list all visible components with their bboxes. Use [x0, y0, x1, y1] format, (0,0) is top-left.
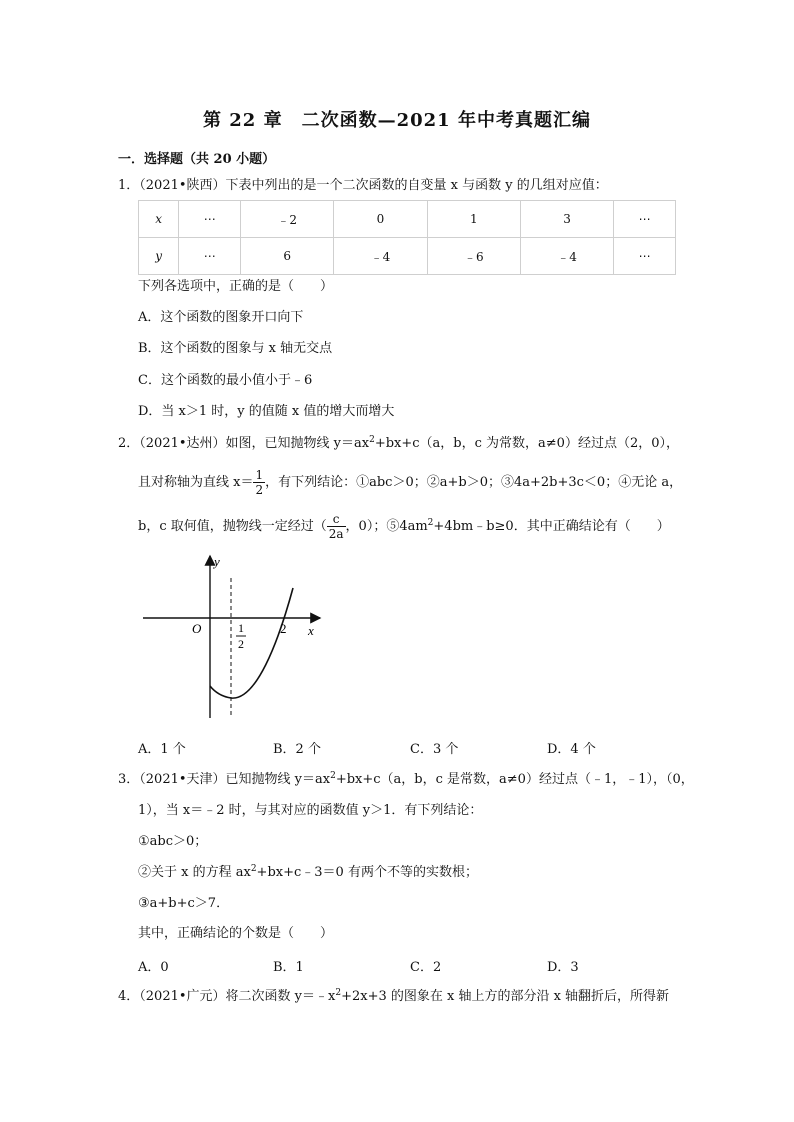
- q3-text: 3．（2021•天津）已知抛物线 y＝ax: [118, 772, 331, 787]
- q2-line-3: [138, 512, 670, 541]
- table-cell: 0: [334, 201, 427, 238]
- fraction-one-half: [253, 468, 265, 497]
- superscript: 2: [330, 771, 336, 781]
- table-cell: x: [139, 201, 179, 238]
- q4-text: +2x+3 的图象在 x 轴上方的部分沿 x 轴翻折后，所得新: [341, 989, 670, 1004]
- table-cell: 3: [520, 201, 613, 238]
- page-title: 第 22 章 二次函数—2021 年中考真题汇编: [203, 110, 591, 131]
- q3-option-a: A．0: [138, 960, 169, 975]
- q3-line-2: 1），当 x＝﹣2 时，与其对应的函数值 y＞1．有下列结论：: [138, 803, 483, 818]
- table-cell: ⋯: [179, 238, 241, 275]
- q1-prompt: 下列各选项中，正确的是（ ）: [138, 279, 334, 294]
- table-cell: ⋯: [614, 238, 676, 275]
- table-cell: ﹣4: [520, 238, 613, 275]
- superscript: 2: [427, 518, 434, 528]
- table-row: [139, 238, 676, 275]
- q1-option-c: C．这个函数的最小值小于﹣6: [138, 373, 313, 388]
- superscript: 2: [335, 988, 342, 998]
- q2-text: +bx+c（a，b，c 为常数，a≠0）经过点（2，0），: [374, 436, 679, 451]
- table-cell: ﹣6: [427, 238, 520, 275]
- fraction-numerator: c: [327, 512, 346, 527]
- q1-option-a: A．这个函数的图象开口向下: [138, 310, 304, 325]
- q2-text: 且对称轴为直线 x＝: [138, 475, 254, 490]
- y-axis-label: y: [214, 554, 220, 569]
- table-cell: ﹣4: [334, 238, 427, 275]
- q3-conclusion-3: ③a+b+c＞7．: [138, 896, 230, 911]
- q3-prompt: 其中，正确结论的个数是（ ）: [138, 926, 334, 941]
- q2-line-1: [118, 435, 679, 453]
- table-cell: ﹣2: [241, 201, 334, 238]
- q4-text: 4．（2021•广元）将二次函数 y＝﹣x: [118, 989, 336, 1004]
- q3-text: +bx+c﹣3＝0 有两个不等的实数根；: [256, 865, 478, 880]
- superscript: 2: [369, 435, 375, 445]
- q2-line-2: [138, 468, 682, 497]
- q1-value-table: [138, 200, 676, 275]
- table-cell: ⋯: [614, 201, 676, 238]
- q3-option-b: B．1: [273, 960, 304, 975]
- q1-option-d: D．当 x＞1 时，y 的值随 x 值的增大而增大: [138, 404, 395, 419]
- q3-text: ②关于 x 的方程 ax: [138, 865, 251, 880]
- q1-stem: 1．（2021•陕西）下表中列出的是一个二次函数的自变量 x 与函数 y 的几组对应值：: [118, 178, 608, 193]
- q2-option-c: C．3 个: [410, 742, 459, 757]
- q2-option-a: A．1 个: [138, 742, 186, 757]
- parabola-curve: [210, 588, 293, 698]
- superscript: 2: [250, 864, 257, 874]
- half-numerator: 1: [238, 621, 244, 635]
- half-denominator: 2: [238, 637, 244, 651]
- q2-text: 2．（2021•达州）如图，已知抛物线 y＝ax: [118, 436, 370, 451]
- q3-text: +bx+c（a，b，c 是常数，a≠0）经过点（﹣1，﹣1），（0，: [335, 772, 694, 787]
- table-cell: ⋯: [179, 201, 241, 238]
- origin-label: O: [192, 621, 202, 636]
- fraction-denominator: 2a: [328, 527, 344, 541]
- q2-text: ，有下列结论：①abc＞0；②a+b＞0；③4a+2b+3c＜0；④无论 a，: [265, 475, 683, 490]
- table-cell: 1: [427, 201, 520, 238]
- x-intercept-label: 2: [280, 621, 287, 636]
- q3-conclusion-2: [138, 864, 478, 882]
- table-cell: y: [139, 238, 179, 275]
- q4-line-1: [118, 988, 669, 1006]
- table-row: [139, 201, 676, 238]
- q2-text: b，c 取何值，抛物线一定经过（: [138, 519, 327, 534]
- q3-line-1: [118, 771, 694, 789]
- q3-option-c: C．2: [410, 960, 442, 975]
- section-heading: 一．选择题（共 20 小题）: [118, 152, 276, 167]
- q3-conclusion-1: ①abc＞0；: [138, 834, 208, 849]
- x-axis-label: x: [308, 623, 314, 638]
- q2-option-b: B．2 个: [273, 742, 321, 757]
- q2-text: ，0）；⑤4am: [345, 519, 428, 534]
- fraction-denominator: 2: [255, 483, 264, 497]
- fraction-c-over-2a: [327, 512, 346, 541]
- q2-option-d: D．4 个: [547, 742, 596, 757]
- q1-option-b: B．这个函数的图象与 x 轴无交点: [138, 341, 333, 356]
- q3-option-d: D．3: [547, 960, 579, 975]
- q2-text: +4bm﹣b≥0．其中正确结论有（ ）: [433, 519, 670, 534]
- parabola-graph: [138, 548, 338, 728]
- fraction-numerator: 1: [255, 468, 264, 482]
- table-cell: 6: [241, 238, 334, 275]
